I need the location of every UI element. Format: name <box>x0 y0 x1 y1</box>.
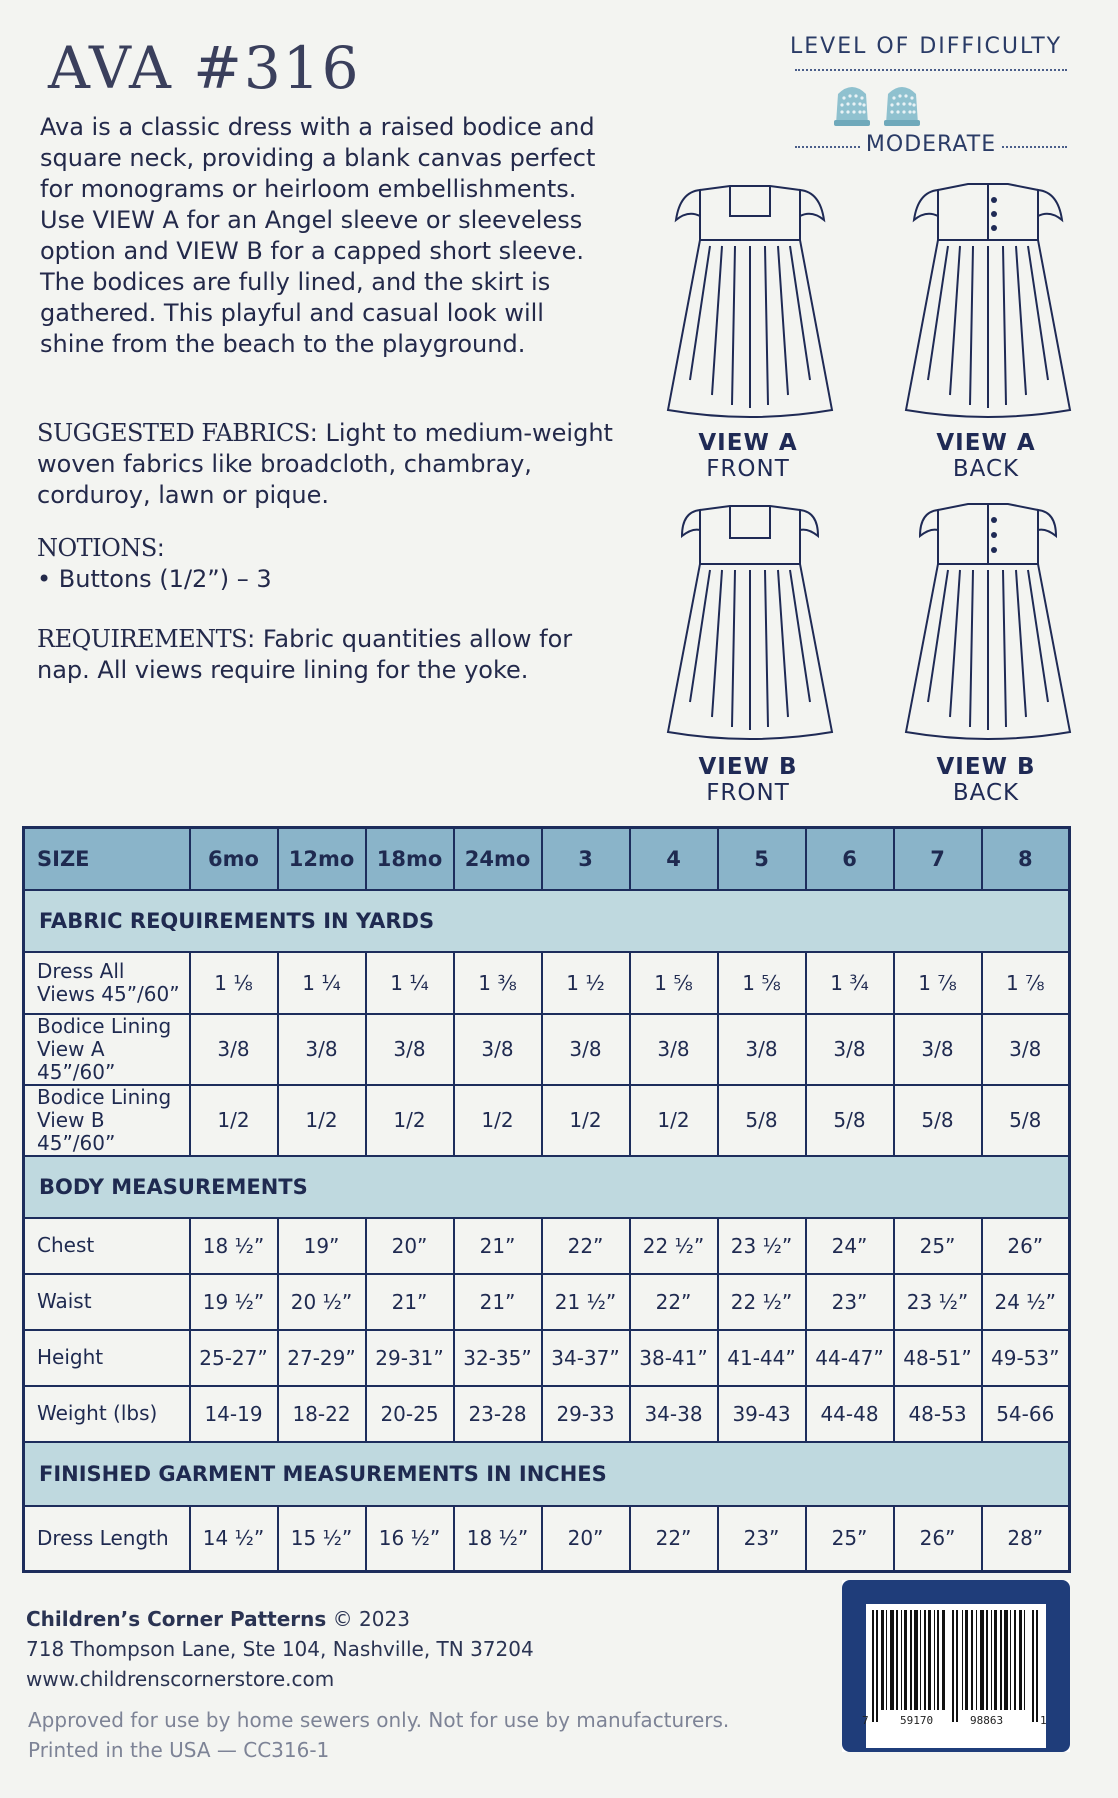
table-cell: 48-53 <box>894 1386 982 1442</box>
table-cell: 34-37” <box>542 1330 630 1386</box>
table-cell: 24 ½” <box>982 1274 1070 1330</box>
suggested-fabrics-text: : Light to medium-weight woven fabrics like broadcloth, chambray, corduroy, lawn or pique. <box>37 419 613 509</box>
section-row <box>24 890 1070 952</box>
table-cell: 1 ¼ <box>278 952 366 1014</box>
table-cell: 5/8 <box>894 1085 982 1156</box>
size-col: 18mo <box>366 828 454 890</box>
table-cell: 1/2 <box>542 1085 630 1156</box>
table-cell: 1 ⅛ <box>190 952 278 1014</box>
address: 718 Thompson Lane, Ste 104, Nashville, TN 37204 <box>26 1637 534 1661</box>
section-title: FABRIC REQUIREMENTS IN YARDS <box>24 890 1070 952</box>
table-cell: 1 ½ <box>542 952 630 1014</box>
table-cell: 21” <box>366 1274 454 1330</box>
table-cell: 14-19 <box>190 1386 278 1442</box>
table-cell: 1 ⅝ <box>718 952 806 1014</box>
table-cell: 23” <box>718 1506 806 1572</box>
table-cell: 3/8 <box>982 1014 1070 1085</box>
table-cell: 16 ½” <box>366 1506 454 1572</box>
difficulty-divider-top <box>795 69 1067 71</box>
table-row <box>24 1330 1070 1386</box>
view-a-back-illustration <box>898 180 1078 420</box>
copyright: © 2023 <box>332 1607 410 1631</box>
suggested-fabrics <box>37 418 617 511</box>
notions <box>37 533 617 595</box>
table-cell: 15 ½” <box>278 1506 366 1572</box>
size-col: 3 <box>542 828 630 890</box>
view-name: VIEW A <box>698 430 798 456</box>
table-row <box>24 1218 1070 1274</box>
thimble-icon-pair <box>832 80 932 128</box>
publisher-line <box>26 1604 534 1634</box>
size-header-label: SIZE <box>24 828 190 890</box>
size-col: 8 <box>982 828 1070 890</box>
table-cell: 23” <box>806 1274 894 1330</box>
table-cell: 20” <box>542 1506 630 1572</box>
row-label: Chest <box>24 1218 190 1274</box>
table-cell: 5/8 <box>806 1085 894 1156</box>
notions-label: NOTIONS <box>37 534 157 562</box>
table-cell: 1 ¾ <box>806 952 894 1014</box>
table-cell: 48-51” <box>894 1330 982 1386</box>
table-cell: 29-33 <box>542 1386 630 1442</box>
disclaimer: Approved for use by home sewers only. Not for use by manufacturers. <box>28 1708 730 1732</box>
table-cell: 20” <box>366 1218 454 1274</box>
row-label: Bodice Lining View B 45”/60” <box>24 1085 190 1156</box>
table-cell: 1 ⅜ <box>454 952 542 1014</box>
section-title: FINISHED GARMENT MEASUREMENTS IN INCHES <box>24 1442 1070 1506</box>
row-label: Weight (lbs) <box>24 1386 190 1442</box>
table-cell: 22” <box>542 1218 630 1274</box>
barcode-digit-right: 1 <box>1040 1714 1047 1727</box>
table-cell: 41-44” <box>718 1330 806 1386</box>
table-cell: 18 ½” <box>454 1506 542 1572</box>
table-cell: 21” <box>454 1218 542 1274</box>
difficulty-level <box>795 132 1067 157</box>
table-cell: 54-66 <box>982 1386 1070 1442</box>
barcode <box>842 1580 1070 1752</box>
requirements <box>37 624 617 686</box>
requirements-label: REQUIREMENTS <box>37 625 248 653</box>
barcode-bars <box>872 1610 1040 1722</box>
table-cell: 25-27” <box>190 1330 278 1386</box>
table-cell: 19” <box>278 1218 366 1274</box>
table-cell: 1/2 <box>366 1085 454 1156</box>
requirements-text: : Fabric quantities allow for nap. All views require lining for the yoke. <box>37 625 573 684</box>
print-code: Printed in the USA — CC316-1 <box>28 1738 330 1762</box>
table-cell: 29-31” <box>366 1330 454 1386</box>
table-cell: 18-22 <box>278 1386 366 1442</box>
difficulty-level-text: MODERATE <box>862 132 1000 157</box>
table-cell: 21” <box>454 1274 542 1330</box>
barcode-group-1: 59170 <box>900 1714 934 1727</box>
view-name: VIEW B <box>936 754 1036 780</box>
row-label: Dress All Views 45”/60” <box>24 952 190 1014</box>
table-cell: 21 ½” <box>542 1274 630 1330</box>
table-cell: 24” <box>806 1218 894 1274</box>
table-cell: 3/8 <box>278 1014 366 1085</box>
view-side: FRONT <box>706 456 790 482</box>
view-name: VIEW B <box>698 754 798 780</box>
view-b-back-label <box>906 754 1066 806</box>
table-cell: 25” <box>806 1506 894 1572</box>
table-cell: 3/8 <box>630 1014 718 1085</box>
view-a-back-label <box>906 430 1066 482</box>
table-cell: 1 ⅝ <box>630 952 718 1014</box>
section-row <box>24 1156 1070 1218</box>
table-cell: 26” <box>894 1506 982 1572</box>
size-col: 6mo <box>190 828 278 890</box>
row-label: Bodice Lining View A 45”/60” <box>24 1014 190 1085</box>
table-cell: 34-38 <box>630 1386 718 1442</box>
view-b-back-illustration <box>898 502 1078 742</box>
table-cell: 22 ½” <box>630 1218 718 1274</box>
table-cell: 44-48 <box>806 1386 894 1442</box>
website-link[interactable]: www.childrenscornerstore.com <box>26 1667 335 1691</box>
table-cell: 1 ¼ <box>366 952 454 1014</box>
view-name: VIEW A <box>936 430 1036 456</box>
size-col: 12mo <box>278 828 366 890</box>
table-cell: 5/8 <box>718 1085 806 1156</box>
table-cell: 1/2 <box>630 1085 718 1156</box>
table-cell: 38-41” <box>630 1330 718 1386</box>
table-cell: 23-28 <box>454 1386 542 1442</box>
table-cell: 32-35” <box>454 1330 542 1386</box>
table-cell: 1 ⅞ <box>982 952 1070 1014</box>
table-cell: 27-29” <box>278 1330 366 1386</box>
table-cell: 39-43 <box>718 1386 806 1442</box>
table-cell: 3/8 <box>190 1014 278 1085</box>
table-cell: 14 ½” <box>190 1506 278 1572</box>
size-col: 5 <box>718 828 806 890</box>
table-cell: 3/8 <box>718 1014 806 1085</box>
table-cell: 18 ½” <box>190 1218 278 1274</box>
table-cell: 3/8 <box>894 1014 982 1085</box>
pattern-title: AVA #316 <box>48 34 361 102</box>
table-cell: 1/2 <box>454 1085 542 1156</box>
table-cell: 49-53” <box>982 1330 1070 1386</box>
view-side: BACK <box>952 780 1020 806</box>
view-side: BACK <box>952 456 1020 482</box>
thimble-icon <box>834 87 870 126</box>
section-row <box>24 1442 1070 1506</box>
barcode-group-2: 98863 <box>970 1714 1004 1727</box>
size-col: 24mo <box>454 828 542 890</box>
table-row <box>24 1014 1070 1085</box>
table-cell: 1/2 <box>190 1085 278 1156</box>
suggested-fabrics-label: SUGGESTED FABRICS <box>37 419 310 447</box>
legal-notice <box>28 1705 729 1765</box>
size-col: 6 <box>806 828 894 890</box>
table-cell: 3/8 <box>806 1014 894 1085</box>
section-title: BODY MEASUREMENTS <box>24 1156 1070 1218</box>
table-cell: 28” <box>982 1506 1070 1572</box>
table-cell: 3/8 <box>542 1014 630 1085</box>
table-cell: 23 ½” <box>894 1274 982 1330</box>
table-row <box>24 1506 1070 1572</box>
view-a-front-label <box>668 430 828 482</box>
barcode-digit-left: 7 <box>862 1714 869 1727</box>
table-cell: 44-47” <box>806 1330 894 1386</box>
pattern-description: Ava is a classic dress with a raised bodice and square neck, providing a blank canvas perfect for monograms or heirloom embellishments. Use VIEW A for an Angel sleeve or sleeveless option and VIEW B for a capped short sleeve. The bodices are fully lined, and the skirt is gathered. This playful and casual look will shine from the beach to the playground. <box>40 113 596 358</box>
table-row <box>24 1274 1070 1330</box>
notions-colon: : <box>156 534 165 562</box>
table-cell: 1/2 <box>278 1085 366 1156</box>
size-header-row <box>24 828 1070 890</box>
table-cell: 26” <box>982 1218 1070 1274</box>
view-side: FRONT <box>706 780 790 806</box>
notions-item: • Buttons (1/2”) – 3 <box>37 565 272 593</box>
difficulty-title: LEVEL OF DIFFICULTY <box>790 34 1063 59</box>
table-cell: 3/8 <box>454 1014 542 1085</box>
view-a-front-illustration <box>660 180 840 420</box>
table-cell: 22 ½” <box>718 1274 806 1330</box>
view-b-front-label <box>668 754 828 806</box>
row-label: Waist <box>24 1274 190 1330</box>
row-label: Height <box>24 1330 190 1386</box>
company-name: Children’s Corner Patterns <box>26 1607 327 1631</box>
table-cell: 23 ½” <box>718 1218 806 1274</box>
table-row <box>24 952 1070 1014</box>
row-label: Dress Length <box>24 1506 190 1572</box>
table-cell: 20-25 <box>366 1386 454 1442</box>
table-cell: 25” <box>894 1218 982 1274</box>
table-row <box>24 1085 1070 1156</box>
table-cell: 5/8 <box>982 1085 1070 1156</box>
size-chart <box>22 826 1071 1573</box>
view-b-front-illustration <box>660 502 840 742</box>
size-col: 4 <box>630 828 718 890</box>
table-cell: 19 ½” <box>190 1274 278 1330</box>
publisher-info <box>26 1604 534 1694</box>
table-cell: 1 ⅞ <box>894 952 982 1014</box>
table-cell: 20 ½” <box>278 1274 366 1330</box>
size-col: 7 <box>894 828 982 890</box>
thimble-icon <box>884 87 920 126</box>
table-cell: 3/8 <box>366 1014 454 1085</box>
table-cell: 22” <box>630 1506 718 1572</box>
table-cell: 22” <box>630 1274 718 1330</box>
table-row <box>24 1386 1070 1442</box>
